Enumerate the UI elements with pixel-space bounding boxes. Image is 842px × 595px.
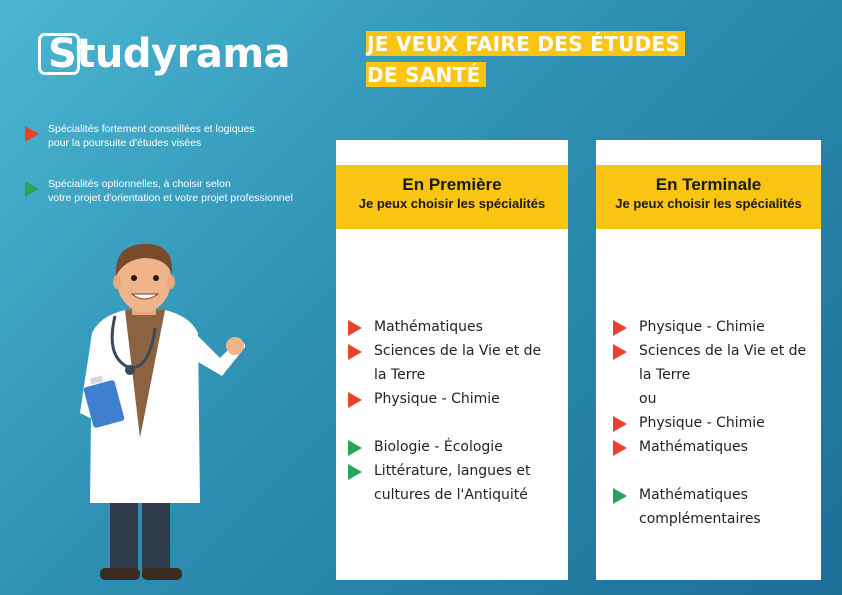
headline-line-2: DE SANTÉ (366, 62, 486, 87)
list-item (374, 459, 579, 483)
list-item-label: Physique - Chimie (639, 319, 765, 335)
card-terminale-header (596, 165, 821, 229)
green-triangle-icon (347, 439, 363, 457)
list-item-label: Sciences de la Vie et de (374, 343, 542, 359)
list-item (639, 387, 842, 411)
card-terminale (596, 140, 821, 580)
list-item-label: Mathématiques (639, 487, 748, 503)
headline-line-1: JE VEUX FAIRE DES ÉTUDES (366, 31, 685, 56)
list-item-label: Mathématiques (374, 319, 483, 335)
list-item-label: Mathématiques (639, 439, 748, 455)
card-premiere-list (374, 315, 579, 507)
list-item (639, 363, 842, 387)
card-premiere-title: En Première (402, 175, 502, 194)
green-triangle-icon (612, 487, 628, 505)
list-item (374, 435, 579, 459)
red-triangle-icon (612, 439, 628, 457)
list-item-label: ou (639, 391, 657, 407)
list-item (374, 339, 579, 363)
page-title (366, 31, 726, 93)
studyrama-logo (38, 33, 300, 79)
list-item-label: complémentaires (639, 511, 761, 527)
green-triangle-icon (24, 180, 40, 198)
red-triangle-icon (612, 343, 628, 361)
list-item-label: cultures de l'Antiquité (374, 487, 528, 503)
brand-name: Studyrama (48, 31, 291, 77)
list-item (639, 339, 842, 363)
list-item (639, 315, 842, 339)
doctor-illustration (70, 238, 245, 583)
legend-optional-text: Spécialités optionnelles, à choisir selon votre projet d'orientation et votre projet professionnel (48, 178, 293, 204)
card-premiere-header (336, 165, 568, 229)
red-triangle-icon (347, 343, 363, 361)
list-item-label: Littérature, langues et (374, 463, 531, 479)
list-item (374, 363, 579, 387)
list-spacer (374, 411, 579, 435)
list-item-label: Sciences de la Vie et de (639, 343, 807, 359)
red-triangle-icon (612, 319, 628, 337)
list-item (639, 435, 842, 459)
legend-recommended-text: Spécialités fortement conseillées et logiques pour la poursuite d'études visées (48, 123, 255, 149)
card-terminale-list (639, 315, 842, 531)
red-triangle-icon (347, 319, 363, 337)
list-item (374, 387, 579, 411)
list-item-label: la Terre (374, 367, 426, 383)
green-triangle-icon (347, 463, 363, 481)
list-item (639, 507, 842, 531)
red-triangle-icon (612, 415, 628, 433)
card-terminale-subtitle: Je peux choisir les spécialités (615, 196, 802, 211)
list-item-label: Physique - Chimie (639, 415, 765, 431)
list-item-label: Biologie - Écologie (374, 439, 503, 455)
list-item (639, 483, 842, 507)
card-premiere (336, 140, 568, 580)
list-item (374, 483, 579, 507)
list-item (639, 411, 842, 435)
card-premiere-subtitle: Je peux choisir les spécialités (358, 196, 546, 211)
list-item-label: Physique - Chimie (374, 391, 500, 407)
red-triangle-icon (347, 391, 363, 409)
card-terminale-title: En Terminale (655, 175, 762, 194)
list-item-label: la Terre (639, 367, 691, 383)
red-triangle-icon (24, 125, 40, 143)
list-spacer (639, 459, 842, 483)
list-item (374, 315, 579, 339)
